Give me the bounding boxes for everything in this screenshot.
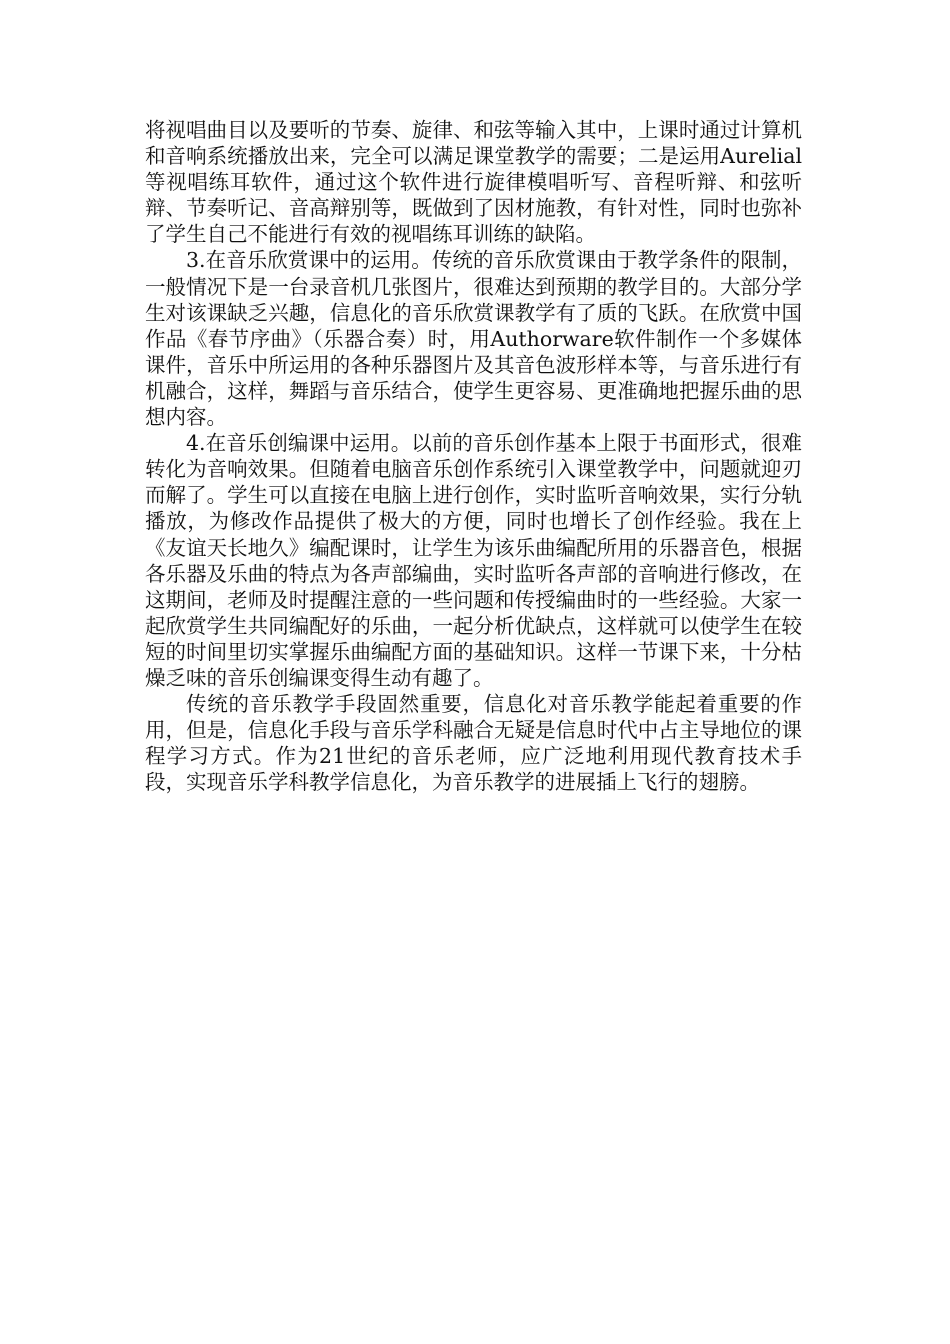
paragraph-music-composition: 4.在音乐创编课中运用。以前的音乐创作基本上限于书面形式，很难转化为音响效果。但随着电脑音乐创作系统引入课堂教学中，问题就迎刃而解了。学生可以直接在电脑上进行创作，实时监听音响效果，实行分轨播放，为修改作品提供了极大的方便，同时也增长了创作经验。我在上《友谊天长地久》编配课时，让学生为该乐曲编配所用的乐器音色，根据各乐器及乐曲的特点为各声部编曲，实时监听各声部的音响进行修改，在这期间，老师及时提醒注意的一些问题和传授编曲时的一些经验。大家一起欣赏学生共同编配好的乐曲，一起分析优缺点，这样就可以使学生在较短的时间里切实掌握乐曲编配方面的基础知识。这样一节课下来，十分枯燥乏味的音乐创编课变得生动有趣了。 [145, 431, 802, 690]
document-body [145, 117, 802, 795]
paragraph-conclusion: 传统的音乐教学手段固然重要，信息化对音乐教学能起着重要的作用，但是，信息化手段与音乐学科融合无疑是信息时代中占主导地位的课程学习方式。作为21世纪的音乐老师，应广泛地利用现代教育技术手段，实现音乐学科教学信息化，为音乐教学的进展插上飞行的翅膀。 [145, 692, 802, 795]
paragraph-music-appreciation: 3.在音乐欣赏课中的运用。传统的音乐欣赏课由于教学条件的限制，一般情况下是一台录音机几张图片，很难达到预期的教学目的。大部分学生对该课缺乏兴趣，信息化的音乐欣赏课教学有了质的飞跃。在欣赏中国作品《春节序曲》（乐器合奏）时，用Authorware软件制作一个多媒体课件，音乐中所运用的各种乐器图片及其音色波形样本等，与音乐进行有机融合，这样，舞蹈与音乐结合，使学生更容易、更准确地把握乐曲的思想内容。 [145, 248, 802, 430]
paragraph-solfege-continued: 将视唱曲目以及要听的节奏、旋律、和弦等输入其中，上课时通过计算机和音响系统播放出来，完全可以满足课堂教学的需要；二是运用Aurelial 等视唱练耳软件，通过这个软件进行旋律模唱听写、音程听辩、和弦听辩、节奏听记、音高辩别等，既做到了因材施教，有针对性，同时也弥补了学生自己不能进行有效的视唱练耳训练的缺陷。 [145, 118, 802, 247]
